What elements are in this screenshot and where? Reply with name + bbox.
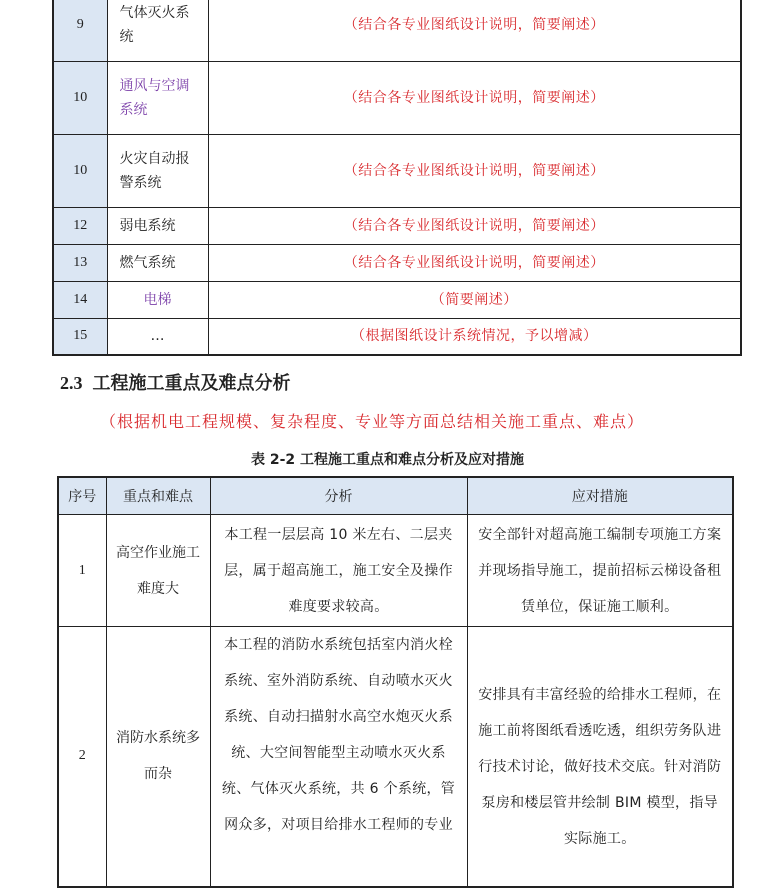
system-name: … [107,318,208,355]
table-row [53,207,741,244]
table-row [53,61,741,134]
section-heading [60,369,291,395]
system-name: 弱电系统 [107,207,208,244]
analysis-table [57,476,734,888]
system-description: （简要阐述） [208,281,741,318]
table-row [53,134,741,207]
measure-text: 安排具有丰富经验的给排水工程师，在施工前将图纸看透吃透，组织劳务队进行技术讨论，做好技术交底。针对消防泵房和楼层管井绘制 BIM 模型，指导实际施工。 [467,627,733,887]
analysis-text: 本工程的消防水系统包括室内消火栓系统、室外消防系统、自动喷水灭火系统、自动扫描射水高空水炮灭火系统、大空间智能型主动喷水灭火系统、气体灭火系统，共 6 个系统，管网众多，对项目给排水工程师的专业 [210,627,467,887]
row-number: 10 [53,61,107,134]
table-row [53,281,741,318]
row-number: 13 [53,244,107,281]
header-point: 重点和难点 [106,477,210,515]
system-name: 电梯 [107,281,208,318]
system-description: （结合各专业图纸设计说明，简要阐述） [208,134,741,207]
table-caption: 表 2-2 工程施工重点和难点分析及应对措施 [250,452,525,468]
table-row [58,627,733,887]
system-name: 火灾自动报警系统 [107,134,208,207]
system-description: （结合各专业图纸设计说明，简要阐述） [208,244,741,281]
system-description: （结合各专业图纸设计说明，简要阐述） [208,61,741,134]
system-name: 通风与空调系统 [107,61,208,134]
row-number: 15 [53,318,107,355]
row-number: 9 [53,0,107,61]
table-row [53,318,741,355]
row-number: 2 [58,627,106,887]
row-number: 14 [53,281,107,318]
table-row [53,0,741,61]
header-number: 序号 [58,477,106,515]
key-point: 消防水系统多而杂 [106,627,210,887]
system-name: 燃气系统 [107,244,208,281]
row-number: 1 [58,515,106,627]
row-number: 10 [53,134,107,207]
section-note: （根据机电工程规模、复杂程度、专业等方面总结相关施工重点、难点） [100,412,645,431]
system-name: 气体灭火系统 [107,0,208,61]
row-number: 12 [53,207,107,244]
analysis-text: 本工程一层层高 10 米左右、二层夹层，属于超高施工，施工安全及操作难度要求较高。 [210,515,467,627]
measure-text: 安全部针对超高施工编制专项施工方案并现场指导施工，提前招标云梯设备租赁单位，保证施工顺利。 [467,515,733,627]
table-row [53,244,741,281]
systems-table [52,0,742,356]
section-title: 工程施工重点及难点分析 [92,373,291,393]
header-analysis: 分析 [210,477,467,515]
key-point: 高空作业施工难度大 [106,515,210,627]
system-description: （结合各专业图纸设计说明，简要阐述） [208,207,741,244]
system-description: （结合各专业图纸设计说明，简要阐述） [208,0,741,61]
table-row [58,515,733,627]
system-description: （根据图纸设计系统情况，予以增减） [208,318,741,355]
header-measure: 应对措施 [467,477,733,515]
table-header-row [58,477,733,515]
section-number: 2.3 [60,373,83,393]
